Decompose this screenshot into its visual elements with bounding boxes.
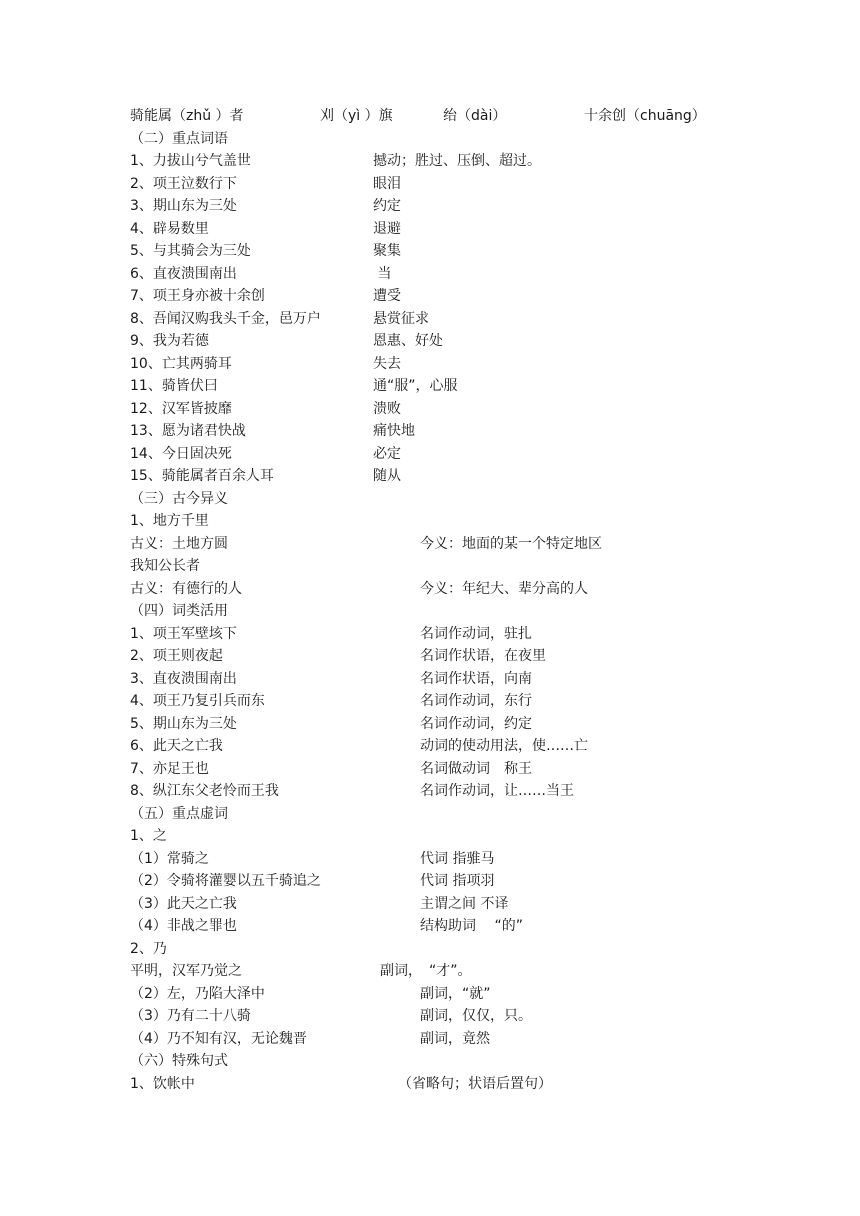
term: （1）常骑之: [130, 851, 209, 867]
definition: 约定: [373, 198, 401, 214]
term: （2）令骑将灌婴以五千骑追之: [130, 873, 321, 889]
term: 6、直夜溃围南出: [130, 266, 237, 282]
section-heading: （三）古今异义: [130, 491, 228, 507]
definition: 溃败: [373, 401, 401, 417]
pinyin-term: 绐（dài）: [443, 108, 507, 124]
section-heading: （六）特殊句式: [130, 1053, 228, 1069]
definition: 必定: [373, 446, 401, 462]
pinyin-term: 十余创（chuāng）: [584, 108, 706, 124]
definition: 名词作动词，约定: [420, 716, 532, 732]
term: 15、骑能属者百余人耳: [130, 468, 274, 484]
definition: 失去: [373, 356, 401, 372]
term: 13、愿为诸君快战: [130, 423, 246, 439]
term: （2）左，乃陷大泽中: [130, 986, 265, 1002]
term: 1、力拔山兮气盖世: [130, 153, 251, 169]
ancient-meaning: 古义：土地方圆: [130, 536, 228, 552]
definition: 名词做动词 称王: [420, 761, 532, 777]
definition: 痛快地: [373, 423, 415, 439]
term: 12、汉军皆披靡: [130, 401, 232, 417]
term: 1、之: [130, 828, 167, 844]
pinyin-term: 骑能属（zhǔ ）者: [130, 108, 244, 124]
term: 8、吾闻汉购我头千金，邑万户: [130, 311, 321, 327]
term: （3）乃有二十八骑: [130, 1008, 251, 1024]
definition: 通“服”，心服: [373, 378, 458, 394]
section-heading: （四）词类活用: [130, 603, 228, 619]
term: 2、乃: [130, 941, 167, 957]
definition: 名词作动词，驻扎: [420, 626, 532, 642]
definition: （省略句；状语后置句）: [398, 1076, 552, 1092]
definition: 副词，“就”: [420, 986, 491, 1002]
definition: 主谓之间 不译: [420, 896, 509, 912]
definition: 恩惠、好处: [373, 333, 443, 349]
definition: 名词作动词，东行: [420, 693, 532, 709]
term: 10、亡其两骑耳: [130, 356, 232, 372]
definition: 悬赏征求: [373, 311, 429, 327]
definition: 副词， “才”。: [380, 963, 472, 979]
term: 5、期山东为三处: [130, 716, 237, 732]
term: 8、纵江东父老怜而王我: [130, 783, 279, 799]
term: 我知公长者: [130, 558, 200, 574]
term: 4、项王乃复引兵而东: [130, 693, 265, 709]
term: 9、我为若德: [130, 333, 209, 349]
term: 6、此天之亡我: [130, 738, 223, 754]
term: 1、项王军壁垓下: [130, 626, 237, 642]
term: 4、辟易数里: [130, 221, 209, 237]
section-heading: （二）重点词语: [130, 131, 228, 147]
term: 14、今日固决死: [130, 446, 232, 462]
term: 3、期山东为三处: [130, 198, 237, 214]
term: （4）非战之罪也: [130, 918, 237, 934]
definition: 眼泪: [373, 176, 401, 192]
definition: 当: [373, 266, 392, 282]
definition: 聚集: [373, 243, 401, 259]
term: 11、骑皆伏曰: [130, 378, 218, 394]
term: 5、与其骑会为三处: [130, 243, 251, 259]
definition: 结构助词 “的”: [420, 918, 523, 934]
definition: 名词作状语，向南: [420, 671, 532, 687]
term: （3）此天之亡我: [130, 896, 237, 912]
term: 1、地方千里: [130, 513, 209, 529]
pinyin-term: 刈（yì ）旗: [320, 108, 393, 124]
definition: 随从: [373, 468, 401, 484]
modern-meaning: 今义：地面的某一个特定地区: [420, 536, 602, 552]
definition: 遭受: [373, 288, 401, 304]
definition: 动词的使动用法，使……亡: [420, 738, 588, 754]
term: 7、亦足王也: [130, 761, 209, 777]
definition: 退避: [373, 221, 401, 237]
term: 3、直夜溃围南出: [130, 671, 237, 687]
definition: 代词 指项羽: [420, 873, 495, 889]
definition: 名词作状语，在夜里: [420, 648, 546, 664]
term: 平明，汉军乃觉之: [130, 963, 242, 979]
definition: 代词 指骓马: [420, 851, 495, 867]
term: （4）乃不知有汉，无论魏晋: [130, 1031, 307, 1047]
definition: 副词，竟然: [420, 1031, 490, 1047]
definition: 名词作动词，让……当王: [420, 783, 574, 799]
modern-meaning: 今义：年纪大、辈分高的人: [420, 581, 588, 597]
term: 2、项王则夜起: [130, 648, 223, 664]
term: 1、饮帐中: [130, 1076, 195, 1092]
term: 7、项王身亦被十余创: [130, 288, 265, 304]
definition: 撼动；胜过、压倒、超过。: [373, 153, 541, 169]
definition: 副词，仅仅，只。: [420, 1008, 532, 1024]
section-heading: （五）重点虚词: [130, 806, 228, 822]
ancient-meaning: 古义：有德行的人: [130, 581, 242, 597]
term: 2、项王泣数行下: [130, 176, 237, 192]
